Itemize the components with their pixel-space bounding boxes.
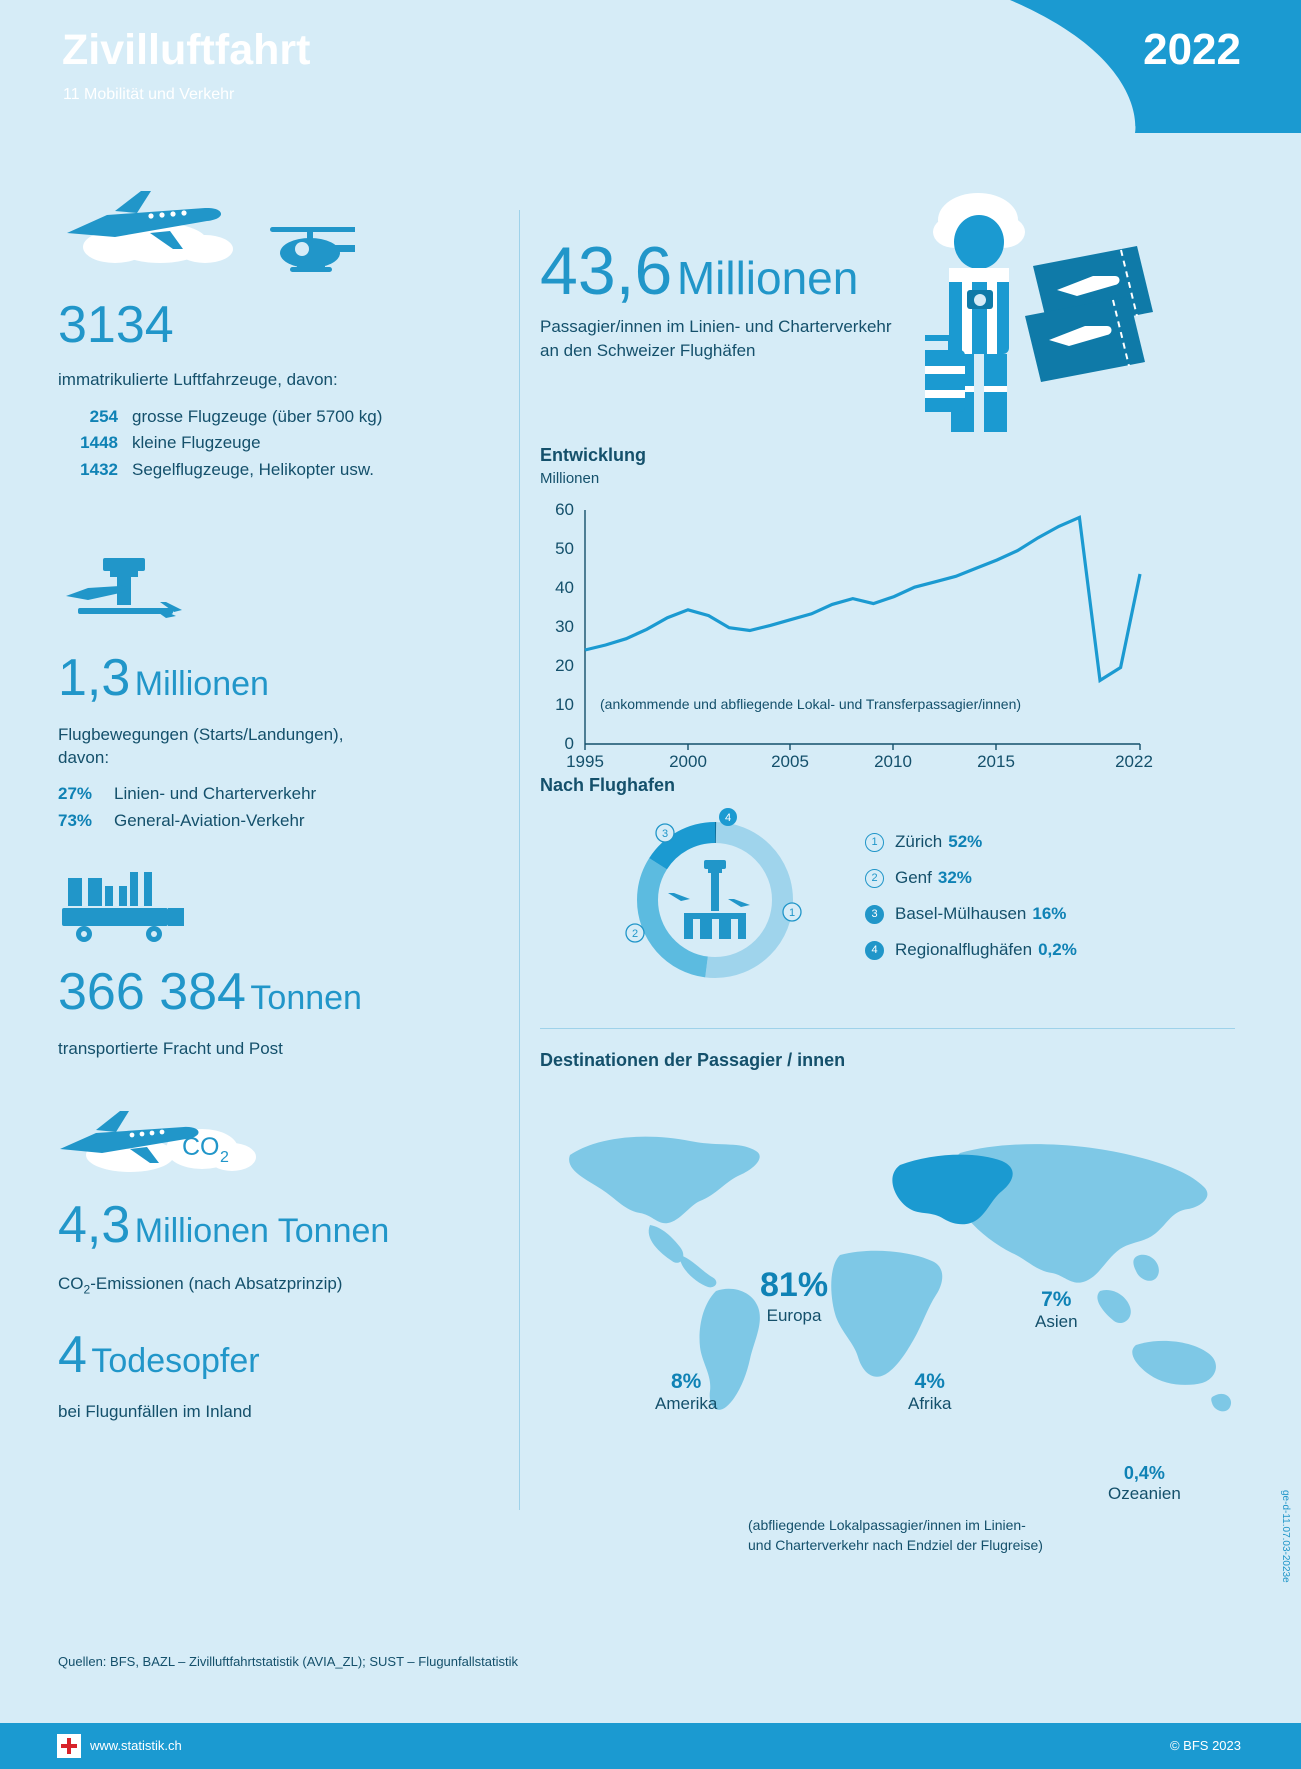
- destination-europe: [760, 1268, 828, 1326]
- legend-badge: 2: [865, 869, 884, 888]
- map-note-1: (abfliegende Lokalpassagier/innen im Linien-: [748, 1517, 1026, 1533]
- movements-value-row: [58, 648, 343, 708]
- movements-desc-1: Flugbewegungen (Starts/Landungen),: [58, 725, 344, 744]
- hero-value: 43,6: [540, 233, 673, 309]
- list-item: [58, 457, 382, 483]
- y-tick: 60: [555, 500, 574, 519]
- movements-row-num: 73%: [58, 811, 93, 831]
- legend-label: Zürich: [895, 832, 943, 851]
- movements-desc-2: davon:: [58, 747, 110, 767]
- destination-pct: 4%: [914, 1370, 945, 1393]
- list-item: [865, 940, 1165, 960]
- co2-desc-pre: CO: [58, 1274, 84, 1293]
- destinations-title: Destinationen der Passagier / innen: [540, 1050, 846, 1070]
- column-divider: [519, 210, 520, 1510]
- page-title: Zivilluftfahrt: [62, 26, 311, 74]
- world-map: [540, 1095, 1240, 1435]
- legend-value: 0,2%: [1038, 940, 1077, 959]
- list-item: [58, 430, 382, 456]
- destination-pct: 7%: [1041, 1288, 1072, 1311]
- hero-unit: Millionen: [676, 252, 859, 304]
- control-tower-icon: [58, 550, 198, 640]
- movements-value: 1,3: [58, 649, 131, 707]
- hero-desc-2: an den Schweizer Flughäfen: [540, 340, 756, 360]
- legend-badge: 4: [865, 941, 884, 960]
- freight-stat-block: [58, 962, 362, 1061]
- legend-value: 16%: [1032, 904, 1067, 923]
- svg-text:4: 4: [724, 812, 732, 824]
- footer-bar: [0, 1723, 1301, 1769]
- x-tick: 1995: [566, 752, 604, 771]
- page-header: [0, 0, 1301, 133]
- movements-stat-block: [58, 648, 343, 834]
- svg-text:3: 3: [661, 828, 669, 840]
- aircraft-row-label: kleine Flugzeuge: [132, 433, 261, 453]
- aircraft-breakdown: [58, 404, 382, 483]
- aircraft-row-label: grosse Flugzeuge (über 5700 kg): [132, 406, 383, 426]
- freight-unit: Tonnen: [250, 979, 362, 1017]
- co2-desc-sub: 2: [83, 1282, 91, 1297]
- svg-text:2: 2: [220, 1149, 229, 1166]
- destination-afrika: [908, 1370, 951, 1414]
- legend-value: 32%: [937, 868, 972, 887]
- fatalities-stat-block: [58, 1325, 260, 1424]
- destination-pct: 81%: [760, 1266, 829, 1304]
- legend-label: Basel-Mülhausen: [895, 904, 1027, 923]
- destination-name: Ozeanien: [1108, 1484, 1181, 1503]
- y-tick: 0: [564, 734, 574, 753]
- x-tick: 2005: [771, 752, 809, 771]
- legend-badge: 1: [865, 833, 884, 852]
- publication-code: ge-d-11.07.03-2023e: [1280, 1490, 1291, 1583]
- list-item: [865, 904, 1165, 924]
- co2-stat-block: [58, 1195, 389, 1298]
- aircraft-desc: immatrikulierte Luftfahrzeuge, davon:: [58, 370, 338, 389]
- destination-name: Europa: [766, 1306, 822, 1325]
- legend-label: Genf: [895, 868, 932, 887]
- movements-row-label: Linien- und Charterverkehr: [114, 783, 317, 803]
- co2-unit: Millionen Tonnen: [134, 1212, 390, 1250]
- co2-desc: [58, 1273, 389, 1298]
- aircraft-stat-block: [58, 295, 382, 483]
- aircraft-row-label: Segelflugzeuge, Helikopter usw.: [132, 459, 374, 479]
- list-item: [58, 404, 382, 430]
- x-tick: 2010: [874, 752, 912, 771]
- map-note-2: und Charterverkehr nach Endziel der Flugreise): [748, 1537, 1043, 1554]
- list-item: [865, 832, 1165, 852]
- map-note: [748, 1515, 1043, 1556]
- list-item: [58, 780, 343, 807]
- section-divider: [540, 1028, 1235, 1029]
- chart-note: (ankommende und abfliegende Lokal- und Transferpassagier/innen): [600, 696, 1022, 712]
- legend-label: Regionalflughäfen: [895, 940, 1033, 959]
- svg-text:2: 2: [631, 928, 639, 940]
- development-chart: [540, 445, 646, 487]
- y-tick: 30: [555, 617, 574, 636]
- traveller-illustration: [925, 190, 1185, 470]
- x-tick: 2022: [1115, 752, 1153, 771]
- x-tick: 2015: [977, 752, 1015, 771]
- fatalities-value-row: [58, 1325, 260, 1385]
- list-item: [58, 807, 343, 834]
- chart-plot: [540, 500, 1160, 760]
- destination-ozeanien: [1108, 1463, 1181, 1504]
- fatalities-value: 4: [58, 1326, 87, 1384]
- co2-desc-post: -Emissionen (nach Absatzprinzip): [90, 1274, 343, 1293]
- fatalities-desc: bei Flugunfällen im Inland: [58, 1402, 252, 1421]
- x-tick: 2000: [669, 752, 707, 771]
- destination-asien: [1035, 1288, 1078, 1332]
- movements-breakdown: [58, 780, 343, 834]
- movements-row-label: General-Aviation-Verkehr: [114, 811, 305, 831]
- destination-amerika: [655, 1370, 717, 1414]
- aircraft-count: 3134: [58, 296, 174, 354]
- y-tick: 50: [555, 539, 574, 558]
- destination-pct: 8%: [671, 1370, 702, 1393]
- fatalities-unit: Todesopfer: [91, 1342, 260, 1380]
- destination-name: Asien: [1035, 1312, 1078, 1331]
- y-tick: 10: [555, 695, 574, 714]
- destination-name: Amerika: [655, 1394, 718, 1413]
- hero-stat: [540, 233, 892, 363]
- header-subtitle: 11 Mobilität und Verkehr: [63, 86, 235, 103]
- footer-url[interactable]: www.statistik.ch: [90, 1738, 182, 1753]
- freight-desc: transportierte Fracht und Post: [58, 1039, 283, 1058]
- aircraft-row-num: 1448: [80, 433, 118, 453]
- freight-value-row: [58, 962, 362, 1022]
- sources-text: Quellen: BFS, BAZL – Zivilluftfahrtstatistik (AVIA_ZL); SUST – Flugunfallstatistik: [58, 1654, 518, 1669]
- airports-title: Nach Flughafen: [540, 775, 676, 795]
- chart-area: [540, 500, 1160, 771]
- header-year: 2022: [1143, 25, 1241, 74]
- list-item: [865, 868, 1165, 888]
- freight-value: 366 384: [58, 963, 246, 1021]
- legend-value: 52%: [948, 832, 983, 851]
- svg-text:CO: CO: [182, 1133, 220, 1161]
- swiss-flag-icon: [57, 1734, 81, 1758]
- aircraft-row-num: 254: [89, 406, 118, 426]
- legend-badge: 3: [865, 905, 884, 924]
- chart-title: Entwicklung: [540, 445, 647, 465]
- movements-row-num: 27%: [58, 783, 93, 803]
- co2-value: 4,3: [58, 1196, 131, 1254]
- co2-plane-icon: [52, 1105, 262, 1195]
- destination-name: Afrika: [908, 1394, 952, 1413]
- movements-unit: Millionen: [134, 665, 269, 703]
- footer-copyright: © BFS 2023: [1169, 1738, 1241, 1753]
- y-tick: 40: [555, 578, 574, 597]
- co2-value-row: [58, 1195, 389, 1255]
- airport-share-donut: [600, 805, 830, 995]
- airplane-helicopter-icon: [55, 175, 355, 285]
- aircraft-row-num: 1432: [80, 459, 118, 479]
- y-tick: 20: [555, 656, 574, 675]
- cargo-truck-icon: [58, 862, 198, 952]
- airport-legend: [865, 832, 1165, 976]
- chart-axis-unit: Millionen: [540, 470, 600, 487]
- svg-text:1: 1: [788, 907, 796, 919]
- hero-desc-1: Passagier/innen im Linien- und Charterverkehr: [540, 317, 892, 336]
- destination-pct: 0,4%: [1123, 1463, 1165, 1483]
